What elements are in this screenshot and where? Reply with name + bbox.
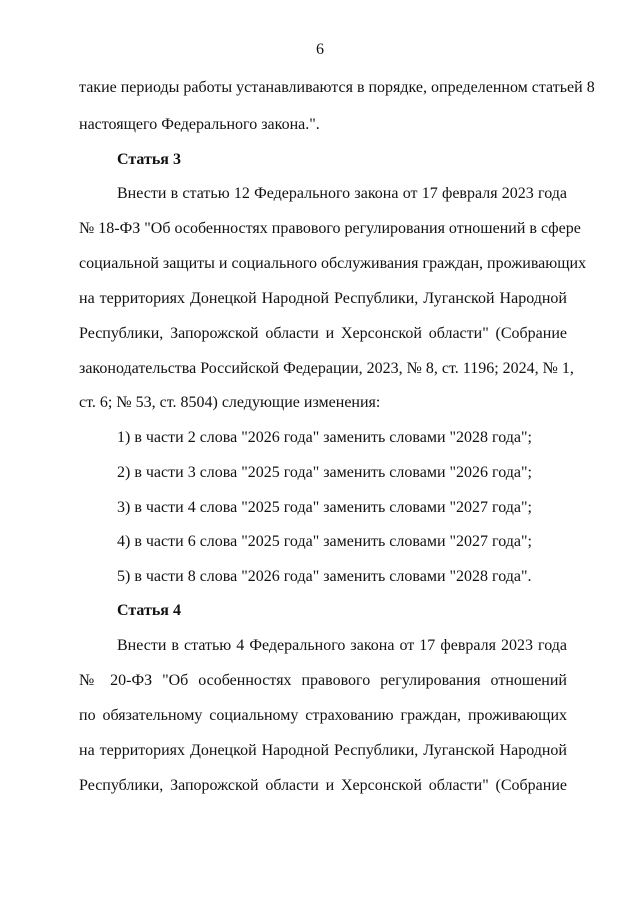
paragraph-line: на территориях Донецкой Народной Республики, Луганской Народной	[79, 742, 567, 759]
list-item: 1) в части 2 слова "2026 года" заменить словами "2028 года";	[117, 429, 532, 446]
list-item: 2) в части 3 слова "2025 года" заменить словами "2026 года";	[117, 464, 532, 481]
page-number: 6	[316, 41, 324, 58]
paragraph-line: на территориях Донецкой Народной Республики, Луганской Народной	[79, 290, 567, 307]
list-item: 3) в части 4 слова "2025 года" заменить словами "2027 года";	[117, 499, 532, 516]
paragraph-line: законодательства Российской Федерации, 2023, № 8, ст. 1196; 2024, № 1,	[79, 360, 574, 377]
paragraph-line: социальной защиты и социального обслуживания граждан, проживающих	[79, 255, 587, 272]
paragraph-line: Внести в статью 12 Федерального закона от 17 февраля 2023 года	[117, 185, 567, 202]
paragraph-line: Республики, Запорожской области и Херсонской области" (Собрание	[79, 777, 567, 794]
paragraph-line: Республики, Запорожской области и Херсонской области" (Собрание	[79, 325, 567, 342]
paragraph-line: настоящего Федерального закона.".	[79, 116, 320, 133]
list-item: 4) в части 6 слова "2025 года" заменить словами "2027 года";	[117, 533, 532, 550]
paragraph-line: № 18-ФЗ "Об особенностях правового регулирования отношений в сфере	[79, 220, 581, 237]
paragraph-line: Внести в статью 4 Федерального закона от 17 февраля 2023 года	[117, 637, 567, 654]
article-4-heading: Статья 4	[117, 602, 181, 619]
paragraph-line: № 20-ФЗ "Об особенностях правового регулирования отношений	[79, 672, 567, 689]
paragraph-line: ст. 6; № 53, ст. 8504) следующие изменения:	[79, 394, 381, 411]
paragraph-line: такие периоды работы устанавливаются в порядке, определенном статьей 8	[79, 79, 595, 96]
article-3-heading: Статья 3	[117, 151, 181, 168]
list-item: 5) в части 8 слова "2026 года" заменить словами "2028 года".	[117, 568, 532, 585]
paragraph-line: по обязательному социальному страхованию граждан, проживающих	[79, 707, 567, 724]
